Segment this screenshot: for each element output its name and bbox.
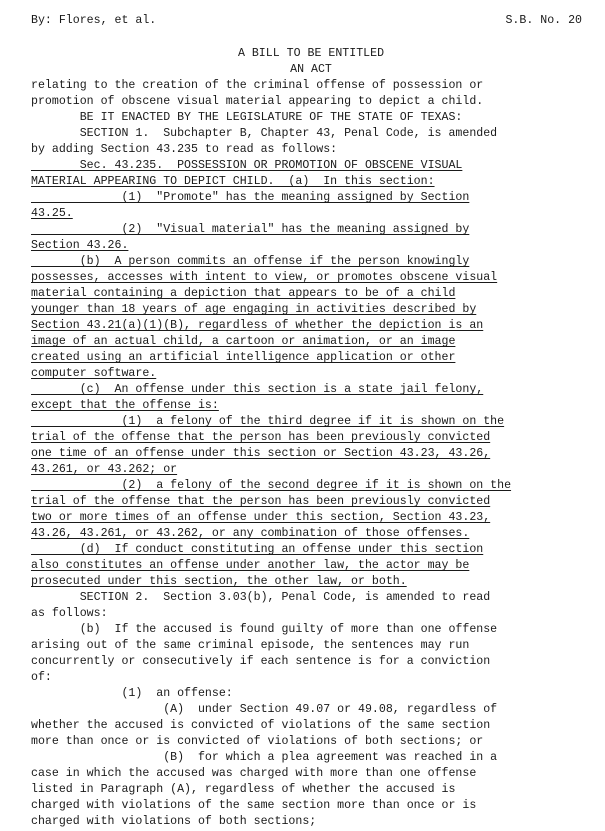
inserted-text: also constitutes an offense under another law, the actor may be — [31, 559, 470, 572]
bill-text-line — [31, 286, 591, 302]
line-text: relating to the creation of the criminal offense of possession or — [31, 79, 484, 92]
bill-text-line — [31, 766, 591, 782]
bill-text-line — [31, 254, 591, 270]
bill-text-line — [31, 126, 591, 142]
line-text: arising out of the same criminal episode, the sentences may run — [31, 639, 470, 652]
line-text: (b) If the accused is found guilty of more than one offense — [31, 623, 498, 636]
inserted-text: prosecuted under this section, the other law, or both. — [31, 575, 407, 588]
bill-text-line — [31, 734, 591, 750]
inserted-text: trial of the offense that the person has been previously convicted — [31, 431, 491, 444]
inserted-text: Sec. 43.235. POSSESSION OR PROMOTION OF OBSCENE VISUAL — [31, 159, 463, 172]
inserted-text: two or more times of an offense under this section, Section 43.23, — [31, 511, 491, 524]
bill-text-line — [31, 334, 591, 350]
bill-text-line — [31, 654, 591, 670]
bill-text-line — [31, 382, 591, 398]
bill-text-line — [31, 78, 591, 94]
bill-text-line — [31, 542, 591, 558]
inserted-text: material containing a depiction that appears to be of a child — [31, 287, 456, 300]
line-text: SECTION 1. Subchapter B, Chapter 43, Penal Code, is amended — [31, 127, 498, 140]
bill-heading-line — [31, 46, 591, 62]
inserted-text: (2) a felony of the second degree if it is shown on the — [31, 479, 512, 492]
inserted-text: 43.25. — [31, 207, 73, 220]
bill-text-line — [31, 94, 591, 110]
bill-text-line — [31, 670, 591, 686]
bill-author: By: Flores, et al. — [31, 14, 157, 27]
inserted-text: 43.261, or 43.262; or — [31, 463, 178, 476]
line-text: case in which the accused was charged with more than one offense — [31, 767, 477, 780]
bill-text-line — [31, 190, 591, 206]
inserted-text: (c) An offense under this section is a state jail felony, — [31, 383, 484, 396]
inserted-text: Section 43.21(a)(1)(B), regardless of whether the depiction is an — [31, 319, 484, 332]
bill-text-line — [31, 782, 591, 798]
inserted-text: image of an actual child, a cartoon or animation, or an image — [31, 335, 456, 348]
bill-text-line — [31, 222, 591, 238]
bill-text-line — [31, 494, 591, 510]
inserted-text: younger than 18 years of age engaging in activities described by — [31, 303, 477, 316]
bill-text-line — [31, 446, 591, 462]
line-text: BE IT ENACTED BY THE LEGISLATURE OF THE STATE OF TEXAS: — [31, 111, 463, 124]
inserted-text: (1) "Promote" has the meaning assigned by Section — [31, 191, 470, 204]
line-text: (B) for which a plea agreement was reached in a — [31, 751, 498, 764]
line-text: charged with violations of both sections; — [31, 815, 317, 828]
inserted-text: (1) a felony of the third degree if it is shown on the — [31, 415, 505, 428]
bill-text-line — [31, 798, 591, 814]
bill-text-line — [31, 350, 591, 366]
bill-text-line — [31, 142, 591, 158]
bill-text-line — [31, 638, 591, 654]
inserted-text: (b) A person commits an offense if the person knowingly — [31, 255, 470, 268]
inserted-text: 43.26, 43.261, or 43.262, or any combination of those offenses. — [31, 527, 470, 540]
inserted-text: one time of an offense under this section or Section 43.23, 43.26, — [31, 447, 491, 460]
inserted-text: created using an artificial intelligence application or other — [31, 351, 456, 364]
inserted-text: trial of the offense that the person has been previously convicted — [31, 495, 491, 508]
inserted-text: (d) If conduct constituting an offense under this section — [31, 543, 484, 556]
bill-text-line — [31, 622, 591, 638]
bill-text-line — [31, 158, 591, 174]
bill-text-line — [31, 574, 591, 590]
line-text: as follows: — [31, 607, 108, 620]
line-text: concurrently or consecutively if each sentence is for a conviction — [31, 655, 491, 668]
bill-text-line — [31, 510, 591, 526]
bill-text-line — [31, 270, 591, 286]
bill-text-line — [31, 414, 591, 430]
bill-text-line — [31, 590, 591, 606]
bill-number: S.B. No. 20 — [505, 14, 582, 27]
bill-text-line — [31, 718, 591, 734]
bill-text-line — [31, 750, 591, 766]
line-text: charged with violations of the same section more than once or is — [31, 799, 477, 812]
bill-text-line — [31, 526, 591, 542]
line-text: (A) under Section 49.07 or 49.08, regardless of — [31, 703, 498, 716]
line-text: (1) an offense: — [31, 687, 233, 700]
bill-text-line — [31, 366, 591, 382]
inserted-text: Section 43.26. — [31, 239, 129, 252]
inserted-text: (2) "Visual material" has the meaning assigned by — [31, 223, 470, 236]
bill-text-line — [31, 430, 591, 446]
bill-text-line — [31, 398, 591, 414]
line-text: AN ACT — [290, 63, 332, 76]
bill-text-line — [31, 702, 591, 718]
line-text: promotion of obscene visual material appearing to depict a child. — [31, 95, 484, 108]
inserted-text: MATERIAL APPEARING TO DEPICT CHILD. (a) In this section: — [31, 175, 435, 188]
bill-text-line — [31, 462, 591, 478]
bill-text — [31, 46, 591, 830]
inserted-text: possesses, accesses with intent to view, or promotes obscene visual — [31, 271, 498, 284]
bill-text-line — [31, 174, 591, 190]
inserted-text: computer software. — [31, 367, 157, 380]
line-text: whether the accused is convicted of violations of the same section — [31, 719, 491, 732]
line-text: by adding Section 43.235 to read as follows: — [31, 143, 338, 156]
bill-text-line — [31, 686, 591, 702]
line-text: SECTION 2. Section 3.03(b), Penal Code, is amended to read — [31, 591, 491, 604]
bill-text-line — [31, 814, 591, 830]
bill-text-line — [31, 318, 591, 334]
bill-text-line — [31, 606, 591, 622]
bill-text-line — [31, 110, 591, 126]
line-text: more than once or is convicted of violations of both sections; or — [31, 735, 484, 748]
bill-text-line — [31, 238, 591, 254]
line-text: of: — [31, 671, 52, 684]
line-text: listed in Paragraph (A), regardless of whether the accused is — [31, 783, 456, 796]
bill-text-line — [31, 558, 591, 574]
bill-text-line — [31, 478, 591, 494]
line-text: A BILL TO BE ENTITLED — [237, 47, 385, 60]
inserted-text: except that the offense is: — [31, 399, 219, 412]
bill-heading-line — [31, 62, 591, 78]
bill-text-line — [31, 302, 591, 318]
bill-text-line — [31, 206, 591, 222]
